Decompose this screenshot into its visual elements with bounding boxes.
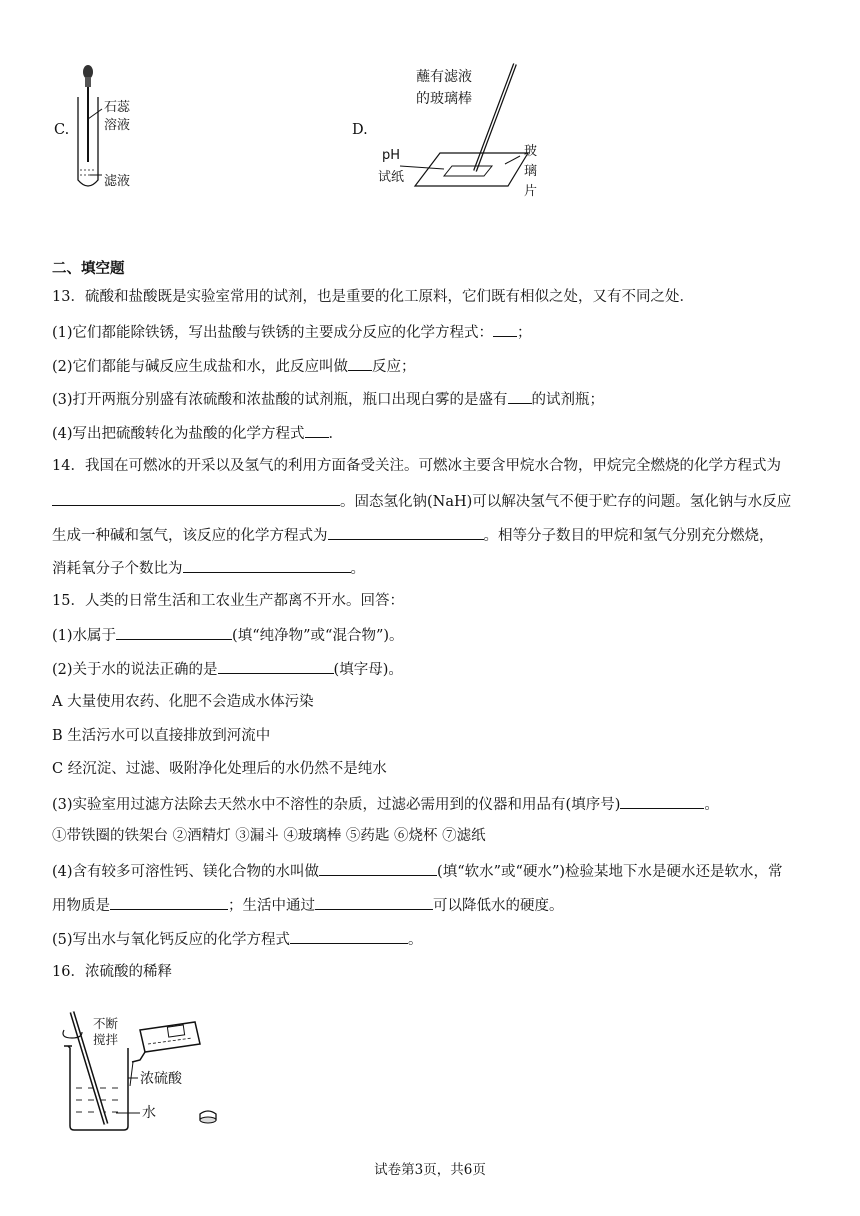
label-water: 水 bbox=[142, 1105, 156, 1121]
q15-part5-blank[interactable] bbox=[290, 928, 408, 944]
q15-part4 bbox=[52, 860, 783, 882]
q15-option-c: C 经沉淀、过滤、吸附净化处理后的水仍然不是纯水 bbox=[52, 761, 387, 777]
q13-part1-text: (1)它们都能除铁锈，写出盐酸与铁锈的主要成分反应的化学方程式： bbox=[52, 325, 494, 341]
q14-line4 bbox=[52, 557, 365, 579]
label-ph-line1: pH bbox=[382, 148, 401, 163]
q15-part5 bbox=[52, 928, 423, 950]
q15-part5-end: 。 bbox=[408, 932, 423, 948]
option-d-letter: D. bbox=[352, 122, 368, 138]
q15-part3-end: 。 bbox=[704, 797, 719, 813]
q14-line1: 14．我国在可燃冰的开采以及氢气的利用方面备受关注。可燃冰主要含甲烷水合物，甲烷完全燃烧的化学方程式为 bbox=[52, 458, 781, 474]
q14-blank1[interactable] bbox=[52, 490, 340, 506]
q15-part3-blank[interactable] bbox=[620, 793, 704, 809]
q13-part4-end: ． bbox=[328, 426, 344, 442]
q15-part4-c: 用物质是 bbox=[52, 898, 110, 914]
q15-part2-end: (填字母)。 bbox=[333, 662, 403, 678]
q15-part2-blank[interactable] bbox=[218, 658, 334, 674]
q14-line2 bbox=[52, 490, 791, 512]
page-footer: 试卷第3页，共6页 bbox=[374, 1162, 486, 1178]
q13-part3-end: 的试剂瓶； bbox=[531, 392, 605, 408]
q13-part2 bbox=[52, 355, 416, 377]
q14-line2-text: 。固态氢化钠(NaH)可以解决氢气不便于贮存的问题。氢化钠与水反应 bbox=[340, 494, 792, 510]
q15-part4-mid: (填“软水”或“硬水”)检验某地下水是硬水还是软水，常 bbox=[437, 864, 783, 880]
label-stir-line1: 不断 bbox=[93, 1016, 119, 1031]
label-litmus-line1: 石蕊 bbox=[104, 100, 131, 115]
q15-part2-text: (2)关于水的说法正确的是 bbox=[52, 662, 218, 678]
q13-part3 bbox=[52, 388, 604, 410]
label-litmus-line2: 溶液 bbox=[104, 118, 131, 133]
option-c-letter: C. bbox=[54, 122, 70, 138]
q15-part2 bbox=[52, 658, 403, 680]
label-glass-1: 玻 bbox=[524, 144, 538, 159]
q13-part1-blank[interactable] bbox=[493, 321, 517, 337]
q13-part4-text: (4)写出把硫酸转化为盐酸的化学方程式 bbox=[52, 426, 305, 442]
q15-part4-e: 可以降低水的硬度。 bbox=[433, 898, 564, 914]
q15-part3 bbox=[52, 793, 719, 815]
q15-part1-blank[interactable] bbox=[116, 624, 232, 640]
q15-part1 bbox=[52, 624, 404, 646]
q13-part3-text: (3)打开两瓶分别盛有浓硫酸和浓盐酸的试剂瓶，瓶口出现白雾的是盛有 bbox=[52, 392, 508, 408]
q15-stem: 15．人类的日常生活和工农业生产都离不开水。回答： bbox=[52, 593, 404, 609]
label-conc-acid: 浓硫酸 bbox=[140, 1071, 182, 1087]
label-glass-2: 璃 bbox=[524, 164, 538, 179]
q15-part4-blank2[interactable] bbox=[110, 894, 228, 910]
q16-stem: 16．浓硫酸的稀释 bbox=[52, 964, 172, 980]
q14-line3 bbox=[52, 524, 774, 546]
q15-part3-items: ①带铁圈的铁架台 ②酒精灯 ③漏斗 ④玻璃棒 ⑤药匙 ⑥烧杯 ⑦滤纸 bbox=[52, 828, 486, 844]
q15-part4-text: (4)含有较多可溶性钙、镁化合物的水叫做 bbox=[52, 864, 320, 880]
label-ph-line2: 试纸 bbox=[378, 170, 405, 185]
q14-line4-text: 消耗氧分子个数比为 bbox=[52, 561, 183, 577]
q15-part4-d: ；生活中通过 bbox=[228, 898, 315, 914]
q13-part1-end: ； bbox=[517, 325, 532, 341]
q13-part2-blank[interactable] bbox=[348, 355, 372, 371]
q13-part4-blank[interactable] bbox=[305, 422, 329, 438]
label-rod-line2: 的玻璃棒 bbox=[416, 91, 472, 107]
label-filtrate: 滤液 bbox=[104, 174, 131, 189]
q15-part1-end: (填“纯净物”或“混合物”)。 bbox=[232, 628, 404, 644]
q14-line3-text: 生成一种碱和氢气，该反应的化学方程式为 bbox=[52, 528, 328, 544]
q13-part2-end: 反应； bbox=[372, 359, 416, 375]
q15-part4-blank1[interactable] bbox=[319, 860, 437, 876]
q15-part5-text: (5)写出水与氧化钙反应的化学方程式 bbox=[52, 932, 291, 948]
q14-line3-end: 。相等分子数目的甲烷和氢气分别充分燃烧， bbox=[483, 528, 774, 544]
section-title: 二、填空题 bbox=[52, 261, 125, 277]
q15-option-a: A 大量使用农药、化肥不会造成水体污染 bbox=[52, 694, 314, 710]
q15-option-b: B 生活污水可以直接排放到河流中 bbox=[52, 728, 271, 744]
q15-part4-line2 bbox=[52, 894, 564, 916]
label-rod-line1: 蘸有滤液 bbox=[416, 69, 472, 85]
q14-blank2[interactable] bbox=[328, 524, 484, 540]
q13-part2-text: (2)它们都能与碱反应生成盐和水，此反应叫做 bbox=[52, 359, 349, 375]
q15-part3-text: (3)实验室用过滤方法除去天然水中不溶性的杂质，过滤必需用到的仪器和用品有(填序号) bbox=[52, 797, 621, 813]
q13-stem: 13．硫酸和盐酸既是实验室常用的试剂，也是重要的化工原料，它们既有相似之处，又有不同之处． bbox=[52, 289, 694, 305]
q15-part1-text: (1)水属于 bbox=[52, 628, 117, 644]
q15-part4-blank3[interactable] bbox=[315, 894, 433, 910]
q13-part4 bbox=[52, 422, 343, 444]
q13-part3-blank[interactable] bbox=[508, 388, 532, 404]
label-glass-3: 片 bbox=[524, 184, 538, 199]
label-stir-line2: 搅拌 bbox=[93, 1032, 119, 1047]
q14-line4-end: 。 bbox=[350, 561, 365, 577]
q13-part1 bbox=[52, 321, 532, 343]
q14-blank3[interactable] bbox=[183, 557, 351, 573]
